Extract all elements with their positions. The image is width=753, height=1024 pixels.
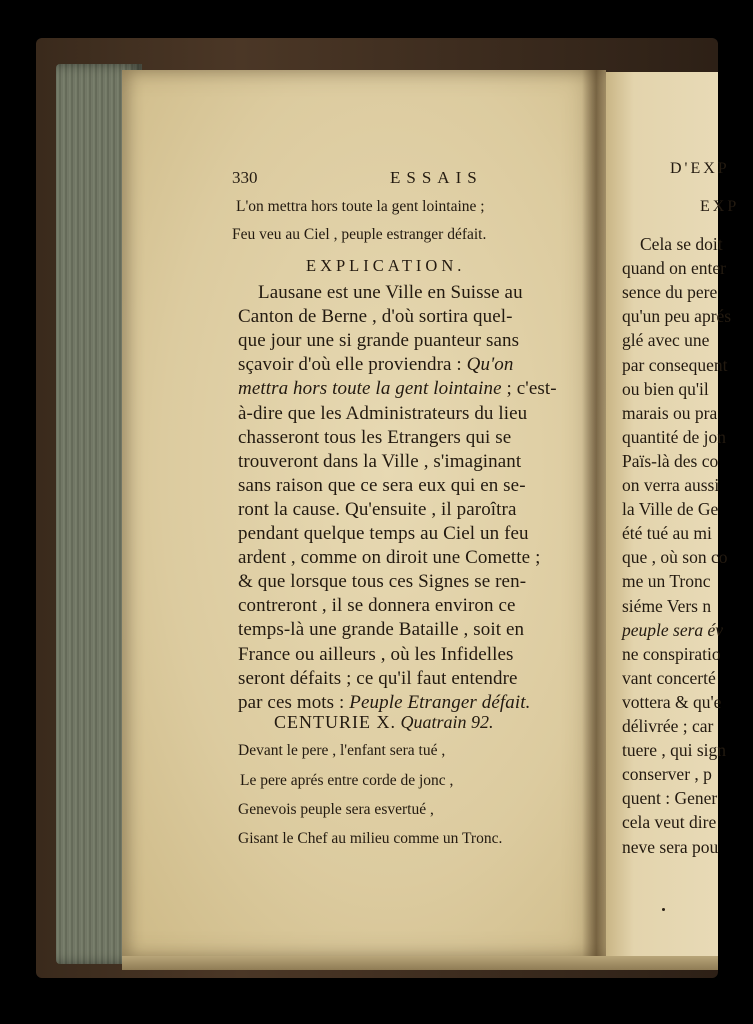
body-line [238,403,527,425]
right-body-line: qu'un peu aprés [622,306,732,327]
page-number: 330 [232,168,258,187]
body-italic-text: mettra hors toute la gent lointaine [238,378,502,400]
centurie-heading [274,712,494,733]
body-text: temps-là une grande Bataille , soit en [238,619,525,641]
right-body-line: ne conspiratio [622,643,721,664]
quatrain-line: Devant le pere , l'enfant sera tué , [238,742,446,759]
body-line [238,547,540,569]
body-text: par ces mots : [238,691,350,713]
right-body-line: délivrée ; car [622,716,714,736]
right-body-line: Cela se doit [640,234,723,254]
body-text: chasseront tous les Etrangers qui se [238,426,512,448]
body-text: Lausane est une Ville en Suisse au [258,282,523,303]
body-line [238,306,513,328]
right-body-line: été tué au mi [622,523,712,544]
body-line [238,354,513,376]
body-text: seront défaits ; ce qu'il faut entendre [238,667,518,689]
body-line [238,692,530,714]
section-heading: EXP [700,198,740,215]
right-page [606,72,740,958]
body-text: & que lorsque tous ces Signes se ren- [238,571,527,593]
right-body-line: quand on enter [622,258,726,279]
body-text: ; c'est- [501,378,557,400]
running-head: D'EXP [670,160,730,177]
right-body-line: on verra aussi [622,475,720,495]
body-line [238,619,524,641]
body-line [238,378,557,400]
body-text: que jour une si grande puanteur sans [238,330,520,352]
right-body-line: conserver , p [622,764,712,785]
right-body-line: neve sera pou [622,836,719,857]
ink-speck [662,908,665,911]
right-body-line: Païs-là des co [622,450,719,471]
right-body-line: cela veut dire [622,812,717,833]
body-line [238,330,519,352]
quatrain-label: Quatrain 92. [400,712,494,732]
right-body-line: vant concerté [622,667,716,688]
verse-line: L'on mettra hors toute la gent lointaine ; [236,198,485,215]
body-line [238,523,529,545]
quatrain-line: Le pere aprés entre corde de jonc , [240,772,454,789]
body-text: France ou ailleurs , où les Infidelles [238,643,514,665]
book-gutter [582,70,608,958]
centurie-label: CENTURIE X. [274,712,396,732]
body-line [238,668,518,690]
quatrain-line: Genevois peuple sera esvertué , [238,801,434,818]
right-body-line: marais ou pra [622,402,718,423]
page-bottom-edge [122,956,718,970]
open-book [36,38,740,988]
body-line [238,644,514,666]
running-head: ESSAIS [390,168,483,187]
body-text: sçavoir d'où elle proviendra : [238,354,467,376]
body-text: à-dire que les Administrateurs du lieu [238,402,528,424]
right-body-line: que , où son co [622,547,728,568]
body-text: ront la cause. Qu'ensuite , il paroîtra [238,498,517,520]
body-line [238,451,521,473]
right-body-line: ou bien qu'il [622,378,709,399]
section-heading: EXPLICATION. [306,256,466,275]
quatrain-line: Gisant le Chef au milieu comme un Tronc. [238,830,503,847]
body-line [258,282,523,304]
right-body-line: siéme Vers n [622,595,712,616]
body-line [238,427,511,449]
body-italic-text: Qu'on [466,354,514,376]
right-body-line: vottera & qu'e [622,691,722,712]
body-line [238,499,517,521]
body-line [238,571,526,593]
left-page [122,70,606,958]
right-body-line: peuple sera év [622,619,724,640]
right-body-line: quent : Gener [622,788,718,809]
body-text: ardent , comme on diroit une Comette ; [238,547,541,569]
body-text: contreront , il se donnera environ ce [238,595,516,617]
body-line [238,595,516,617]
right-body-line: sence du pere [622,282,718,303]
body-line [238,475,526,497]
body-text: pendant quelque temps au Ciel un feu [238,523,529,544]
right-body-line: tuere , qui sign [622,740,727,761]
body-text: trouveront dans la Ville , s'imaginant [238,450,522,472]
body-text: Canton de Berne , d'où sortira quel- [238,306,513,328]
right-body-line: par consequent [622,354,728,375]
verse-line: Feu veu au Ciel , peuple estranger défait. [232,226,487,243]
right-body-line: glé avec une [622,330,710,351]
right-body-line: quantité de jon [622,426,727,447]
right-body-line: la Ville de Ge [622,499,719,520]
body-italic-text: Peuple Etranger défait. [349,691,531,713]
right-body-line: me un Tronc [622,571,711,592]
body-text: sans raison que ce sera eux qui en se- [238,474,526,496]
